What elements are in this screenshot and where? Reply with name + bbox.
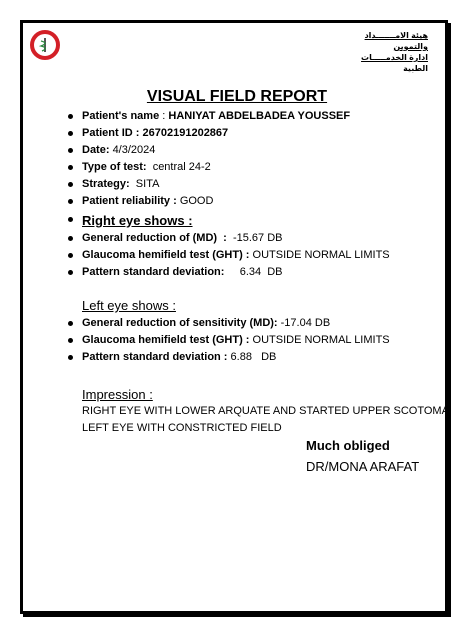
right-ght-value: OUTSIDE NORMAL LIMITS bbox=[252, 249, 390, 261]
left-md-item bbox=[64, 315, 390, 332]
right-psd-item bbox=[64, 264, 390, 281]
test-date-item bbox=[64, 142, 350, 159]
patient-name-label: Patient's name bbox=[82, 110, 160, 122]
organization-header bbox=[338, 30, 428, 73]
right-md-value: -15.67 DB bbox=[229, 232, 283, 244]
right-eye-heading: Right eye shows : bbox=[82, 213, 193, 228]
impression-line-2: LEFT EYE WITH CONSTRICTED FIELD bbox=[82, 422, 282, 434]
test-type-label: Type of test: bbox=[82, 161, 147, 173]
patient-name-item bbox=[64, 108, 350, 125]
patient-name-sep: : bbox=[159, 110, 169, 122]
strategy-item bbox=[64, 176, 350, 193]
right-eye-heading-item bbox=[64, 211, 390, 230]
left-psd-label: Pattern standard deviation : bbox=[82, 351, 231, 363]
right-psd-value: 6.34 DB bbox=[224, 266, 283, 278]
right-eye-list bbox=[64, 211, 390, 281]
left-eye-list bbox=[64, 315, 390, 366]
closing-text: Much obliged bbox=[306, 438, 390, 453]
report-title: VISUAL FIELD REPORT bbox=[146, 88, 328, 105]
left-psd-item bbox=[64, 349, 390, 366]
org-line-2: والتموين bbox=[393, 42, 428, 51]
patient-id-value: 26702191202867 bbox=[142, 127, 229, 139]
test-date-label: Date: bbox=[82, 144, 113, 156]
patient-info-list bbox=[64, 108, 350, 210]
impression-heading: Impression : bbox=[82, 387, 153, 402]
patient-name-value: HANIYAT ABDELBADEA YOUSSEF bbox=[168, 110, 351, 122]
left-eye-heading: Left eye shows : bbox=[82, 298, 176, 313]
org-line-3: ادارة الخدمـــــات bbox=[361, 53, 428, 62]
left-ght-item bbox=[64, 332, 390, 349]
impression-line-1: RIGHT EYE WITH LOWER ARQUATE AND STARTED UPPER SCOTOMA bbox=[82, 405, 449, 417]
strategy-label: Strategy: bbox=[82, 178, 130, 190]
reliability-value: GOOD bbox=[179, 195, 214, 207]
patient-id-label: Patient ID : bbox=[82, 127, 143, 139]
strategy-value: SITA bbox=[129, 178, 160, 190]
test-date-value: 4/3/2024 bbox=[112, 144, 156, 156]
test-type-item bbox=[64, 159, 350, 176]
medical-logo-icon bbox=[30, 30, 60, 60]
right-ght-label: Glaucoma hemifield test (GHT) : bbox=[82, 249, 253, 261]
org-line-4: الطبية bbox=[403, 64, 428, 73]
right-md-item bbox=[64, 230, 390, 247]
left-psd-value: 6.88 DB bbox=[230, 351, 277, 363]
patient-id-item bbox=[64, 125, 350, 142]
test-type-value: central 24-2 bbox=[146, 161, 211, 173]
left-ght-value: OUTSIDE NORMAL LIMITS bbox=[252, 334, 390, 346]
org-line-1: هيئة الامـــــــداد bbox=[364, 31, 428, 40]
reliability-item bbox=[64, 193, 350, 210]
right-ght-item bbox=[64, 247, 390, 264]
left-md-value: -17.04 DB bbox=[280, 317, 331, 329]
right-psd-label: Pattern standard deviation: bbox=[82, 266, 225, 278]
right-md-label: General reduction of (MD) : bbox=[82, 232, 230, 244]
doctor-name: DR/MONA ARAFAT bbox=[306, 459, 420, 474]
left-ght-label: Glaucoma hemifield test (GHT) : bbox=[82, 334, 253, 346]
left-md-label: General reduction of sensitivity (MD): bbox=[82, 317, 281, 329]
reliability-label: Patient reliability : bbox=[82, 195, 180, 207]
